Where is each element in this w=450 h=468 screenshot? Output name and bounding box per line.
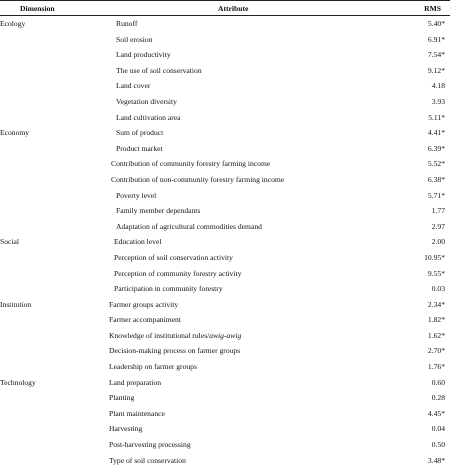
rms-cell: 0.04	[431, 424, 445, 434]
rms-cell: 5.52*	[427, 159, 445, 169]
rms-cell: 6.38*	[427, 174, 445, 184]
rms-cell: 10.95*	[424, 252, 445, 262]
rms-cell: 9.55*	[427, 268, 445, 278]
attribute-cell: Type of soil conservation	[109, 455, 186, 465]
rms-cell: 4.41*	[427, 128, 445, 138]
attribute-cell: Runoff	[116, 19, 138, 28]
attribute-cell: Planting	[109, 393, 135, 403]
attribute-cell: Sum of product	[116, 128, 164, 138]
attribute-cell: Contribution of non-community forestry farming income	[111, 174, 285, 184]
table-row	[0, 234, 450, 250]
rms-cell: 0.60	[431, 377, 445, 387]
header-dimension: Dimension	[20, 4, 55, 13]
table-header	[0, 1, 450, 15]
rms-cell: 0.28	[431, 393, 445, 403]
table-row	[0, 312, 450, 328]
local-term: awig-awig	[209, 330, 242, 340]
attribute-cell: Perception of soil conservation activity	[114, 252, 233, 262]
table-row	[0, 141, 450, 157]
table-row	[0, 328, 450, 344]
rms-cell: 5.40*	[427, 19, 445, 28]
table-row	[0, 375, 450, 391]
attribute-cell: Contribution of community forestry farming income	[111, 159, 271, 169]
rms-cell: 1.76*	[427, 362, 445, 372]
table-row	[0, 453, 450, 468]
attribute-cell: Adaptation of agricultural commodities demand	[116, 221, 262, 231]
table-row	[0, 437, 450, 453]
dimension-cell: Ecology	[0, 19, 26, 28]
table-row	[0, 188, 450, 204]
attribute-cell: Family member dependants	[116, 206, 201, 216]
table-row	[0, 78, 450, 94]
dimension-cell: Economy	[0, 128, 30, 138]
rms-cell: 7.54*	[427, 50, 445, 60]
table-row	[0, 406, 450, 422]
table-row	[0, 421, 450, 437]
table-row	[0, 94, 450, 110]
attribute-cell: Land cover	[116, 81, 151, 91]
attribute-cell: Farmer groups activity	[109, 299, 179, 309]
table-row	[0, 343, 450, 359]
table-row	[0, 32, 450, 48]
attribute-cell: Land productivity	[116, 50, 171, 60]
rms-cell: 2.34*	[427, 299, 445, 309]
rms-cell: 4.45*	[427, 408, 445, 418]
attribute-cell: The use of soil conservation	[116, 65, 202, 75]
rms-cell: 1.62*	[427, 330, 445, 340]
header-rms: RMS	[424, 4, 441, 13]
rms-cell: 9.12*	[427, 65, 445, 75]
attribute-cell: Product market	[116, 143, 163, 153]
table-row	[0, 47, 450, 63]
rms-cell: 5.71*	[427, 190, 445, 200]
attribute-cell: Perception of community forestry activity	[114, 268, 242, 278]
attribute-cell: Farmer accompaniment	[109, 315, 181, 325]
rms-cell: 6.91*	[427, 34, 445, 44]
table-row	[0, 16, 450, 32]
table-row	[0, 266, 450, 282]
dimension-cell: Institution	[0, 299, 32, 309]
table-row	[0, 250, 450, 266]
table-row	[0, 281, 450, 297]
rms-cell: 0.50	[431, 440, 445, 450]
rms-cell: 5.11*	[428, 112, 445, 122]
rms-cell: 0.03	[431, 284, 445, 294]
attribute-cell: Leadership on farmer groups	[109, 362, 197, 372]
attribute-cell: Plant maintenance	[109, 408, 165, 418]
attribute-cell: Decision-making process on farmer groups	[109, 346, 241, 356]
attribute-cell: Post-harvesting processing	[109, 440, 191, 450]
attribute-cell: Knowledge of institutional rules/awig-awig	[109, 330, 242, 340]
rms-cell: 6.39*	[427, 143, 445, 153]
table-row	[0, 125, 450, 141]
table-row	[0, 219, 450, 235]
rms-cell: 2.00	[431, 237, 445, 247]
dimension-cell: Technology	[0, 377, 36, 387]
attribute-cell: Education level	[114, 237, 162, 247]
rms-cell: 3.48*	[427, 455, 445, 465]
table-row	[0, 172, 450, 188]
rms-cell: 4.18	[431, 81, 445, 91]
table-row	[0, 203, 450, 219]
table-row	[0, 63, 450, 79]
table-row	[0, 156, 450, 172]
rms-cell: 1.82*	[427, 315, 445, 325]
table-row	[0, 297, 450, 313]
table-row	[0, 390, 450, 406]
header-attribute: Attribute	[218, 4, 249, 13]
dimension-cell: Social	[0, 237, 19, 247]
table-row	[0, 110, 450, 126]
rms-cell: 1.77	[431, 206, 445, 216]
attribute-cell: Vegetation diversity	[116, 96, 177, 106]
attribute-cell: Poverty level	[116, 190, 157, 200]
rms-cell: 3.93	[431, 96, 445, 106]
attribute-cell: Land preparation	[109, 377, 162, 387]
attribute-cell: Participation in community forestry	[114, 284, 223, 294]
rms-cell: 2.97	[431, 221, 445, 231]
table-row	[0, 359, 450, 375]
attribute-cell: Harvesting	[109, 424, 143, 434]
attribute-cell: Soil erosion	[116, 34, 153, 44]
attribute-cell: Land cultivation area	[116, 112, 181, 122]
rms-cell: 2.70*	[427, 346, 445, 356]
